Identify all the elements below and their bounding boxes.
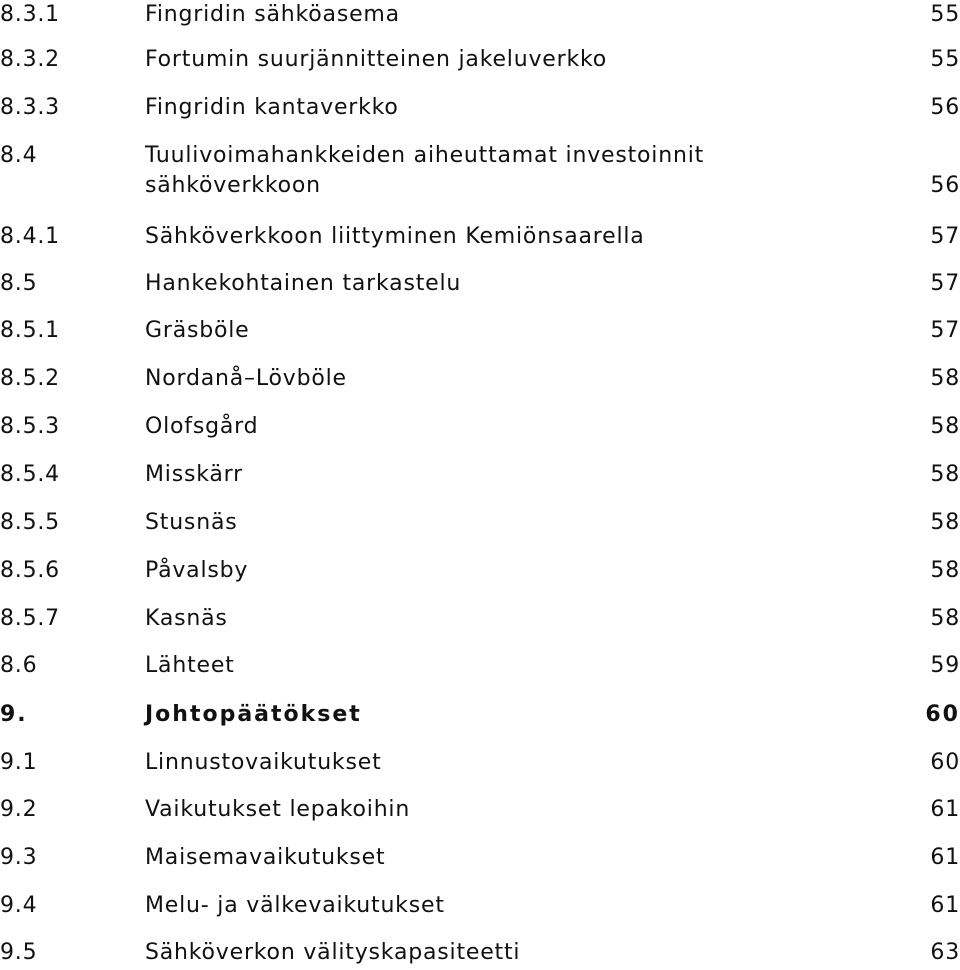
- toc-entry-title: Nordanå–Lövböle: [145, 366, 347, 391]
- toc-entry-title: Stusnäs: [145, 510, 238, 535]
- toc-entry-number: 8.5.4: [0, 462, 60, 487]
- toc-entry-page: 55: [930, 47, 960, 72]
- toc-entry-title: Gräsböle: [145, 318, 250, 343]
- toc-entry-number: 8.5.5: [0, 510, 60, 535]
- toc-entry-page: 57: [930, 224, 960, 249]
- toc-entry-page: 57: [930, 271, 960, 296]
- toc-entry-page: 59: [930, 653, 960, 678]
- toc-entry-number: 8.4: [0, 143, 38, 168]
- toc-entry-title: Olofsgård: [145, 414, 259, 439]
- toc-entry-number: 9.1: [0, 750, 38, 775]
- toc-entry-page: 58: [930, 510, 960, 535]
- toc-entry-page: 58: [930, 414, 960, 439]
- toc-entry-title: Fingridin kantaverkko: [145, 95, 399, 120]
- toc-entry-number: 8.5.6: [0, 558, 60, 583]
- toc-entry-title: Fortumin suurjännitteinen jakeluverkko: [145, 47, 608, 72]
- toc-entry-number: 8.3.2: [0, 47, 60, 72]
- toc-entry-page: 55: [930, 2, 960, 27]
- toc-entry-title-line1: Tuulivoimahankkeiden aiheuttamat investoinnit: [145, 143, 705, 168]
- toc-entry-page: 56: [930, 95, 960, 120]
- toc-entry-title: Påvalsby: [145, 558, 249, 583]
- toc-entry-page: 63: [930, 940, 960, 965]
- toc-entry-title: Linnustovaikutukset: [145, 750, 382, 775]
- toc-entry-title-line2: sähköverkkoon: [145, 173, 321, 198]
- toc-entry-page: 61: [930, 845, 960, 870]
- toc-entry-number: 9.: [0, 702, 28, 727]
- toc-entry-title: Johtopäätökset: [145, 702, 362, 727]
- toc-entry-page: 61: [930, 893, 960, 918]
- toc-entry-title: Maisemavaikutukset: [145, 845, 386, 870]
- toc-entry-number: 8.3.1: [0, 2, 60, 27]
- toc-entry-number: 8.5.3: [0, 414, 60, 439]
- toc-entry-page: 58: [930, 558, 960, 583]
- toc-entry-page: 56: [930, 173, 960, 198]
- toc-entry-page: 61: [930, 797, 960, 822]
- toc-entry-title: Lähteet: [145, 653, 235, 678]
- toc-entry-number: 9.3: [0, 845, 38, 870]
- toc-entry-page: 58: [930, 462, 960, 487]
- toc-entry-title: Sähköverkon välityskapasiteetti: [145, 940, 521, 965]
- toc-entry-number: 8.5.7: [0, 606, 60, 631]
- toc-entry-title: [145, 143, 704, 199]
- toc-entry-title: Sähköverkkoon liittyminen Kemiönsaarella: [145, 224, 645, 249]
- toc-entry-number: 8.5.2: [0, 366, 60, 391]
- toc-entry-title: Hankekohtainen tarkastelu: [145, 271, 462, 296]
- toc-entry-number: 8.3.3: [0, 95, 60, 120]
- toc-entry-number: 9.2: [0, 797, 38, 822]
- toc-entry-number: 8.5: [0, 271, 38, 296]
- toc-entry-number: 9.5: [0, 940, 38, 965]
- toc-entry-page: 58: [930, 366, 960, 391]
- toc-entry-page: 58: [930, 606, 960, 631]
- toc-entry-page: 60: [925, 702, 960, 727]
- toc-entry-title: Fingridin sähköasema: [145, 2, 400, 27]
- toc-entry-number: 8.4.1: [0, 224, 60, 249]
- toc-entry-page: 60: [930, 750, 960, 775]
- toc-entry-page: 57: [930, 318, 960, 343]
- toc-entry-number: 8.5.1: [0, 318, 60, 343]
- toc-entry-title: Misskärr: [145, 462, 243, 487]
- toc-entry-number: 9.4: [0, 893, 38, 918]
- toc-entry-title: Vaikutukset lepakoihin: [145, 797, 411, 822]
- toc-entry-title: Melu- ja välkevaikutukset: [145, 893, 445, 918]
- toc-entry-number: 8.6: [0, 653, 38, 678]
- toc-entry-title: Kasnäs: [145, 606, 228, 631]
